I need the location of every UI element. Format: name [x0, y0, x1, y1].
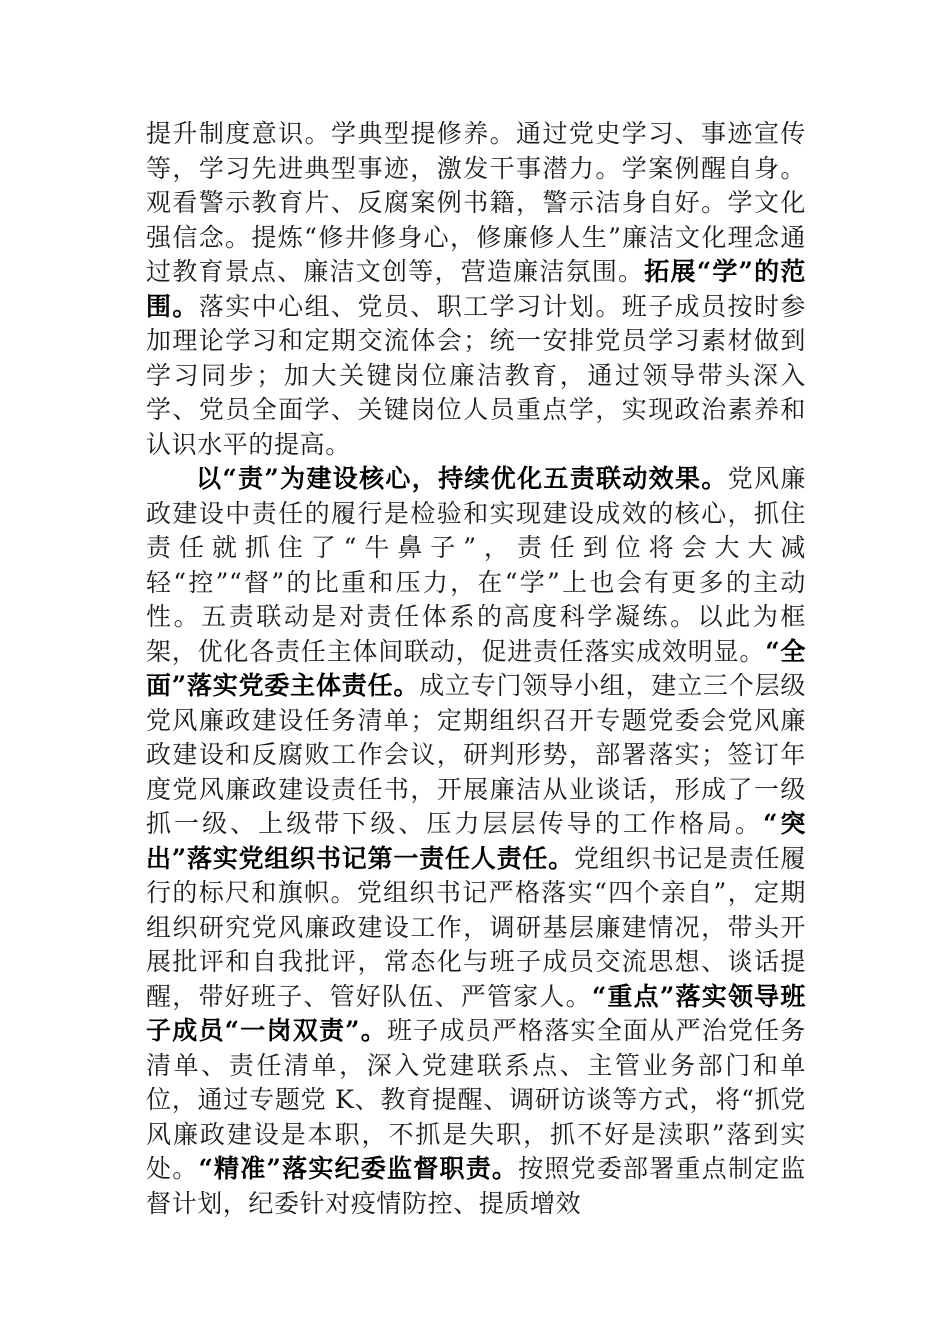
p1-seg-0: 提升制度意识。学典型提修养。通过党史学习、事迹宣传等，学习先进典型事迹，激发干事潜力。学案例醒自身。观看警示教育片、反腐案例书籍，警示洁身自好。学文化强信念。提炼“修井修身心，修廉修人生”廉洁文化理念通过教育景点、廉洁文创等，营造廉洁氛围。	[146, 119, 806, 286]
p2-seg-9: 按照党委部署重点制定监督计划，纪委针对疫情防控、提质增效	[146, 1154, 806, 1218]
p2-heading-party-committee: “全面”落实党委主体责任。	[146, 636, 806, 700]
p1-heading-expand-learning: 拓展“学”的范围。	[146, 257, 806, 321]
paragraph-1-text	[146, 117, 806, 462]
p2-seg-5: 党组织书记是责任履行的标尺和旗帜。党组织书记严格落实“四个亲自”，定期组织研究党风廉政建设工作，调研基层廉建情况，带头开展批评和自我批评，常态化与班子成员交流思想、谈话提醒，带好班子、管好队伍、严管家人。	[146, 843, 806, 1011]
paragraph-2-text	[146, 462, 806, 1221]
p2-seg-3: 成立专门领导小组，建立三个层级党风廉政建设任务清单；定期组织召开专题党委会党风廉政建设和反腐败工作会议，研判形势，部署落实；签订年度党风廉政建设责任书，开展廉洁从业谈话，形成了一级抓一级、上级带下级、压力层层传导的工作格局。	[146, 671, 806, 838]
p2-heading-secretary: “突出”落实党组织书记第一责任人责任。	[146, 809, 806, 873]
p1-seg-2: 落实中心组、党员、职工学习计划。班子成员按时参加理论学习和定期交流体会；统一安排党员学习素材做到学习同步；加大关键岗位廉洁教育，通过领导带头深入学、党员全面学、关键岗位人员重点学，实现政治素养和认识水平的提高。	[146, 291, 806, 459]
p2-seg-1: 党风廉政建设中责任的履行是检验和实现建设成效的核心，抓住责任就抓住了“牛鼻子”，责任到位将会大大减轻“控”“督”的比重和压力，在“学”上也会有更多的主动性。五责联动是对责任体系的高度科学凝练。以此为框架，优化各责任主体间联动，促进责任落实成效明显。	[146, 464, 806, 666]
p2-heading-discipline: “精准”落实纪委监督职责。	[198, 1154, 519, 1183]
paragraph-1	[146, 117, 806, 462]
p2-heading-responsibility-core: 以“责”为建设核心，持续优化五责联动效果。	[196, 464, 728, 493]
p2-heading-leadership: “重点”落实领导班子成员“一岗双责”。	[146, 981, 806, 1045]
p2-seg-7: 班子成员严格落实全面从严治党任务清单、责任清单，深入党建联系点、主管业务部门和单位，通过专题党 K、教育提醒、调研访谈等方式，将“抓党风廉政建设是本职，不抓是失职，抓不好是渎职”落到实处。	[146, 1016, 806, 1183]
paragraph-2	[146, 462, 806, 1221]
